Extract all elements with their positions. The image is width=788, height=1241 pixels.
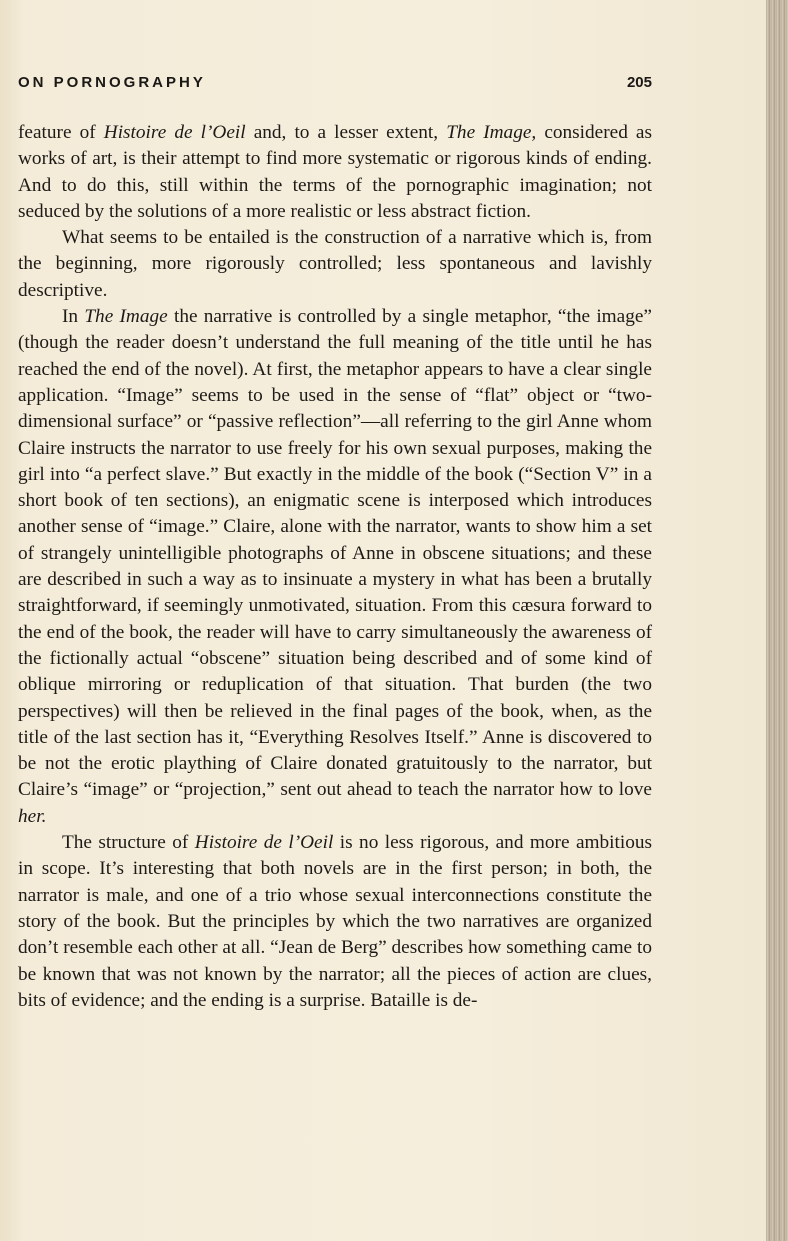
text-run: What seems to be entailed is the construction of a narrative which is, from the beginning, more rigorously controlled; less spontaneous and lavishly descriptive. (18, 227, 652, 301)
text-run: and, to a lesser extent, (245, 122, 447, 143)
italic-text: Histoire de l’Oeil (103, 122, 246, 143)
text-run: In (62, 306, 85, 328)
italic-text: The Image (84, 306, 168, 328)
text-run: the narrative is controlled by a single metaphor, “the image” (though the reader doesn’t understand the full meaning of the title until he has reached the end of the novel). At first, the metaphor appears to have a clear single application. “Image” seems to be used in the sense of “flat” object or “two-dimensional surface” or “passive reflection”—all referring to the girl Anne whom Claire instructs the narrator to use freely for his own sexual purposes, making the girl into “a perfect slave.” But exactly in the middle of the book (“Section V” in a short book of ten sections), an enigmatic scene is interposed which introduces another sense of “image.” Claire, alone with the narrator, wants to show him a set of strangely unintelligible photographs of Anne in obscene situations; and these are described in such a way as to insinuate a mystery in what has been a brutally straightforward, if seemingly unmotivated, situation. From this cæsura forward to the end of the book, the reader will have to carry simultaneously the awareness of the fictionally actual “obscene” situation being described and of some kind of oblique mirroring or reduplication of that situation. That burden (the two perspectives) will then be relieved in the final pages of the book, when, as the title of the last section has it, “Everything Resolves Itself.” Anne is discovered to be not the erotic plaything of Claire donated gratuitously to the narrator, but Claire’s “image” or “projection,” sent out ahead to teach the narrator how to love (18, 306, 652, 801)
italic-text: The Image, (446, 122, 537, 143)
text-run: The structure of (62, 832, 195, 854)
text-run: is no less rigorous, and more ambitious in scope. It’s interesting that both novels are in the first person; in both, the narrator is male, and one of a trio whose sexual interconnections constitute the story of the book. But the principles by which the two narratives are organized don’t resemble each other at all. “Jean de Berg” describes how something came to be known that was not known by the narrator; all the pieces of action are clues, bits of evidence; and the ending is a surprise. Bataille is de- (18, 832, 652, 1011)
text-run: considered as works of art, is their attempt to find more systematic or rigorous kinds of ending. And to do this, still within the terms of the pornographic imagination; not seduced by the solutions of a more realistic or less abstract fiction. (18, 122, 652, 222)
italic-text: her. (18, 805, 47, 827)
running-head-title: ON PORNOGRAPHY (18, 74, 206, 91)
page-number: 205 (626, 74, 652, 91)
page-edge (766, 0, 788, 1241)
paragraph (18, 225, 652, 304)
italic-text: Histoire de l’Oeil (194, 832, 334, 854)
paragraph (18, 304, 652, 830)
paragraph (18, 120, 652, 225)
running-head (18, 74, 652, 98)
paragraph (18, 830, 652, 1014)
text-run: feature of (18, 122, 104, 143)
body-text (18, 120, 652, 1014)
